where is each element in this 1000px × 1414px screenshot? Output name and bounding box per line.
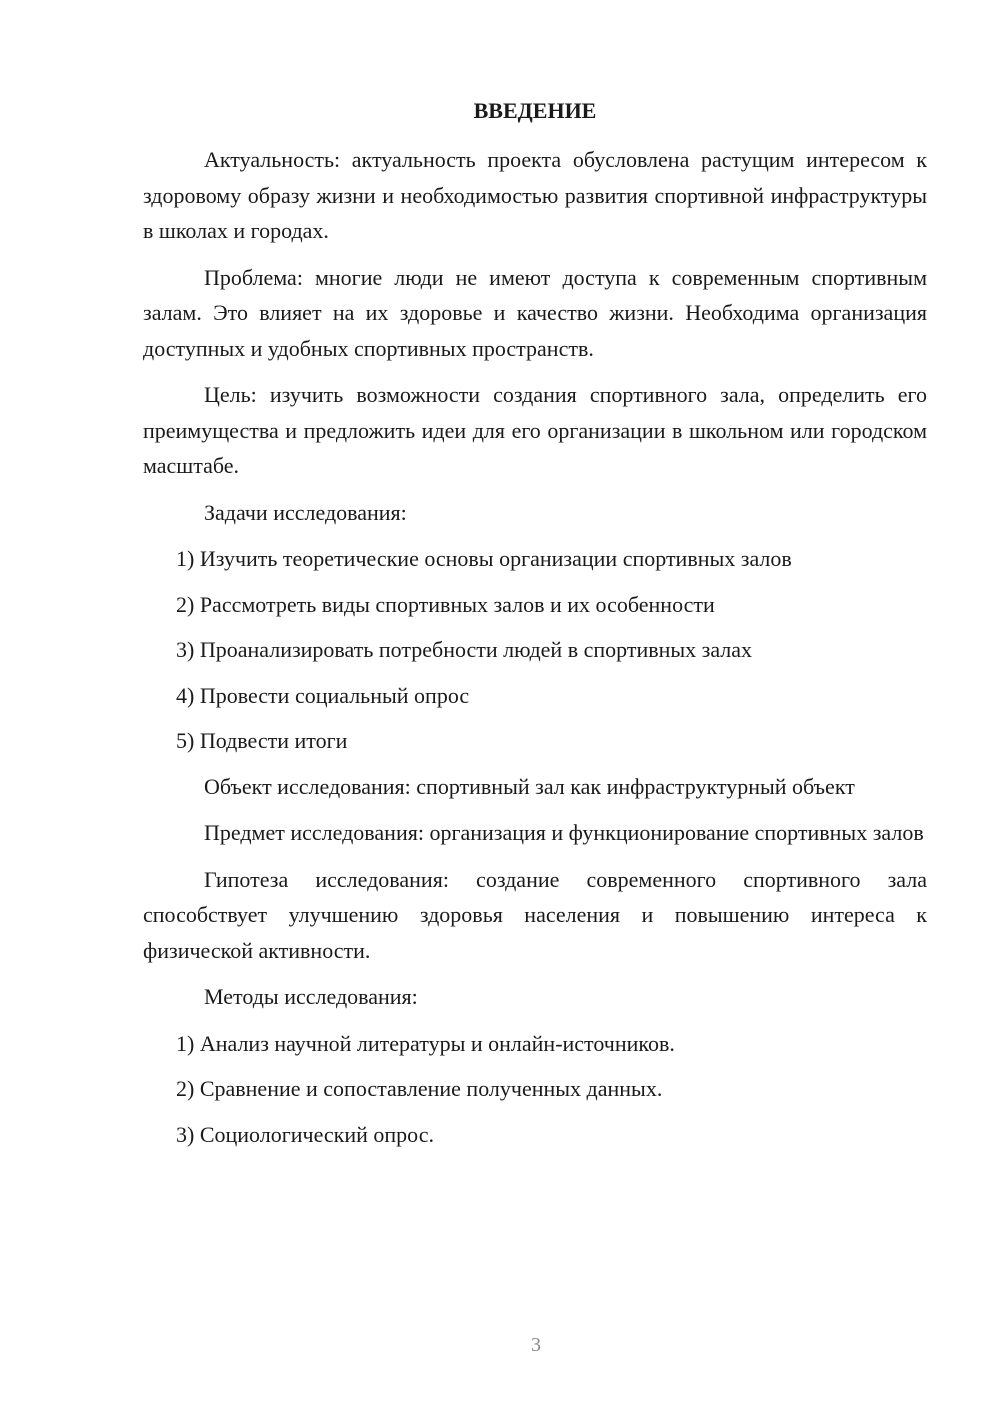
document-body: [143, 142, 927, 1162]
list-item: 2) Рассмотреть виды спортивных залов и их особенности: [176, 591, 715, 617]
list-item: 1) Анализ научной литературы и онлайн-источников.: [176, 1030, 675, 1056]
hypothesis-paragraph: Гипотеза исследования: создание современного спортивного зала способствует улучшению здоровья населения и повышению интереса к физической активности.: [143, 866, 927, 963]
list-item: 3) Проанализировать потребности людей в спортивных залах: [176, 637, 753, 662]
list-item: 5) Подвести итоги: [176, 728, 348, 753]
tasks-list: [143, 541, 927, 759]
goal-paragraph: Цель: изучить возможности создания спортивного зала, определить его преимущества и предложить идеи для его организации в школьном или городском масштабе.: [143, 382, 927, 478]
problem-paragraph: Проблема: многие люди не имеют доступа к современным спортивным залам. Это влияет на их здоровье и качество жизни. Необходима организация доступных и удобных спортивных пространств.: [143, 264, 927, 361]
relevance-paragraph: Актуальность: актуальность проекта обусловлена растущим интересом к здоровому образу жизни и необходимостью развития спортивной инфраструктуры в школах и городах.: [143, 147, 927, 243]
methods-list: [143, 1026, 927, 1153]
methods-heading: Методы исследования:: [204, 984, 418, 1009]
subject-paragraph: Предмет исследования: организация и функционирование спортивных залов: [204, 820, 924, 845]
object-paragraph: Объект исследования: спортивный зал как инфраструктурный объект: [204, 773, 855, 799]
tasks-heading: Задачи исследования:: [204, 499, 407, 525]
page-number: 3: [531, 1334, 541, 1356]
list-item: 1) Изучить теоретические основы организации спортивных залов: [176, 546, 792, 571]
list-item: 4) Провести социальный опрос: [176, 682, 470, 708]
list-item: 3) Социологический опрос.: [176, 1121, 434, 1147]
list-item: 2) Сравнение и сопоставление полученных данных.: [176, 1076, 663, 1101]
page-title: ВВЕДЕНИЕ: [473, 98, 597, 123]
